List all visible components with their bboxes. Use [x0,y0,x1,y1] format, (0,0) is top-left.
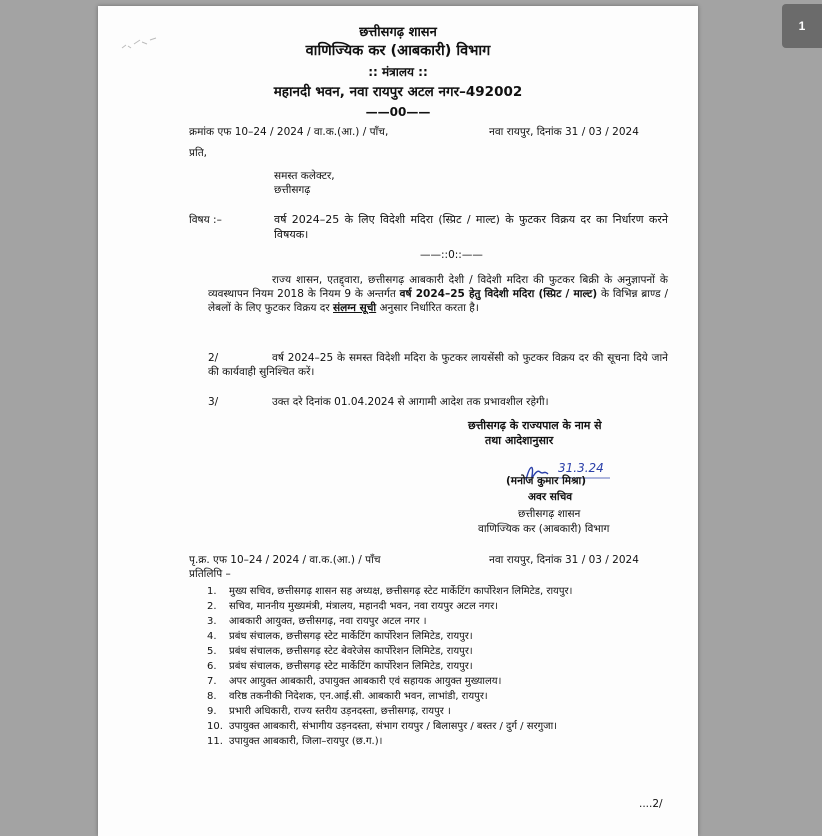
copy-to-item-text: प्रबंध संचालक, छत्तीसगढ़ स्टेट मार्केटिंग कार्पोरेशन लिमिटेड, रायपुर। [229,631,473,642]
page-continuation: ....2/ [639,798,663,810]
page-number-badge[interactable]: 1 [782,4,822,48]
letterhead-office: :: मंत्रालय :: [368,65,428,79]
letterhead-government: छत्तीसगढ़ शासन [359,25,437,40]
copy-to-item-text: उपायुक्त आबकारी, संभागीय उड़नदस्ता, संभाग रायपुर / बिलासपुर / बस्तर / दुर्ग / सरगुजा। [229,721,557,732]
copy-to-item-text: अपर आयुक्त आबकारी, उपायुक्त आबकारी एवं सहायक आयुक्त मुख्यालय। [229,676,502,687]
signatory-government: छत्तीसगढ़ शासन [518,508,581,520]
signature-date: 31.3.24 [558,461,604,475]
signatory-designation: अवर सचिव [528,491,573,503]
copy-to-item [207,644,675,659]
letterhead-address: महानदी भवन, नवा रायपुर अटल नगर–492002 [273,84,523,100]
copy-to-item-number: 8. [207,691,217,702]
copy-to-label: प्रतिलिपि – [189,568,231,580]
order-number: क्रमांक एफ 10–24 / 2024 / वा.क.(आ.) / पाँच, [189,126,389,138]
paragraph-2: वर्ष 2024–25 के समस्त विदेशी मदिरा के फुटकर लायसेंसी को फुटकर विक्रय दर की सूचना दिये जाने की कार्यवाही सुनिश्चित करें। [208,352,668,379]
paragraph-1-part-1: राज्य शासन, एतद्द्वारा, छत्तीसगढ़ आबकारी देशी / विदेशी मदिरा की फुटकर बिक्री के अनुज्ञापनों के व्यवस्थापन नियम 2018 के नियम 9 के अन्तर्गत [208,274,668,301]
subject-text: वर्ष 2024–25 के लिए विदेशी मदिरा (स्प्रिट / माल्ट) के फुटकर विक्रय दर का निर्धारण करने विषयक। [274,213,668,241]
endorsement-place-date: नवा रायपुर, दिनांक 31 / 03 / 2024 [489,554,639,566]
copy-to-item-number: 3. [207,616,217,627]
copy-to-item-number: 4. [207,631,217,642]
to-label: प्रति, [189,147,208,159]
paragraph-1 [208,273,668,316]
copy-to-item-text: वरिष्ठ तकनीकी निदेशक, एन.आई.सी. आबकारी भवन, लाभांडी, रायपुर। [229,691,488,702]
copy-to-item-text: आबकारी आयुक्त, छत्तीसगढ़, नवा रायपुर अटल नगर । [229,616,427,627]
authority-line-1: छत्तीसगढ़ के राज्यपाल के नाम से [468,419,602,432]
signatory-name: (मनोज कुमार मिश्रा) [506,475,587,487]
copy-to-item-number: 10. [207,721,223,732]
paragraph-3-number: 3/ [208,396,219,408]
copy-to-item [207,584,675,599]
copy-to-item [207,674,675,689]
copy-to-item [207,689,675,704]
paragraph-1-emphasis: वर्ष 2024–25 हेतु विदेशी मदिरा (स्प्रिट / माल्ट) [399,288,598,301]
copy-to-item-number: 5. [207,646,217,657]
copy-to-list [207,584,675,749]
copy-to-item [207,599,675,614]
copy-to-item-text: प्रबंध संचालक, छत्तीसगढ़ स्टेट बेवरेजेस कार्पोरेशन लिमिटेड, रायपुर। [229,646,473,657]
subject-label: विषय :– [189,214,222,226]
recipient-line-2: छत्तीसगढ़ [274,184,311,196]
paragraph-3: उक्त दरे दिनांक 01.04.2024 से आगामी आदेश तक प्रभावशील रहेगी। [272,396,549,408]
letterhead-divider: ——00—— [365,105,431,119]
copy-to-item-text: सचिव, माननीय मुख्यमंत्री, मंत्रालय, महानदी भवन, नवा रायपुर अटल नगर। [229,601,498,612]
copy-to-item-number: 6. [207,661,217,672]
copy-to-item-number: 2. [207,601,217,612]
copy-to-item [207,719,675,734]
copy-to-item-number: 1. [207,586,217,597]
letterhead-department: वाणिज्यिक कर (आबकारी) विभाग [305,43,491,59]
copy-to-item-text: उपायुक्त आबकारी, जिला–रायपुर (छ.ग.)। [229,736,383,747]
paragraph-1-attachment-ref: संलग्न सूची [333,302,377,315]
paragraph-1-part-2: के विभिन्न ब्राण्ड / लेबलों के लिए फुटकर विक्रय दर [208,288,668,315]
copy-to-item [207,704,675,719]
copy-to-item [207,734,675,749]
document-page [98,6,698,836]
copy-to-item [207,629,675,644]
paragraph-1-part-3: अनुसार निर्धारित करता है। [376,302,479,315]
copy-to-item-text: प्रभारी अधिकारी, राज्य स्तरीय उड़नदस्ता, छत्तीसगढ़, रायपुर । [229,706,451,717]
signatory-department: वाणिज्यिक कर (आबकारी) विभाग [478,523,610,535]
copy-to-item [207,614,675,629]
copy-to-item-text: मुख्य सचिव, छत्तीसगढ़ शासन सह अध्यक्ष, छत्तीसगढ़ स्टेट मार्केटिंग कार्पोरेशन लिमिटेड, रायपुर। [229,586,573,597]
copy-to-item-number: 7. [207,676,217,687]
authority-line-2: तथा आदेशानुसार [485,434,554,447]
copy-to-item-number: 9. [207,706,217,717]
copy-to-item-number: 11. [207,736,223,747]
paragraph-2-number: 2/ [208,352,219,364]
copy-to-item-text: प्रबंध संचालक, छत्तीसगढ़ स्टेट मार्केटिंग कार्पोरेशन लिमिटेड, रायपुर। [229,661,473,672]
separator: ——::0::—— [420,249,483,261]
recipient-line-1: समस्त कलेक्टर, [274,170,335,182]
copy-to-item [207,659,675,674]
endorsement-number: पृ.क्र. एफ 10–24 / 2024 / वा.क.(आ.) / पाँच [189,554,381,566]
order-place-date: नवा रायपुर, दिनांक 31 / 03 / 2024 [489,126,639,138]
